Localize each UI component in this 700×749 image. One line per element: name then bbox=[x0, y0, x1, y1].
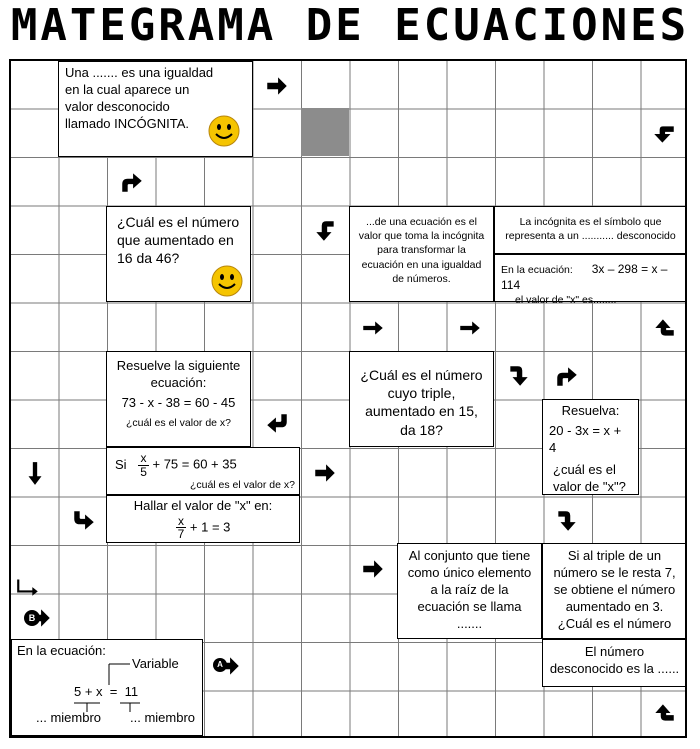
clue-text: Si bbox=[115, 456, 127, 472]
equation: 73 - x - 38 = 60 - 45 bbox=[121, 394, 236, 410]
page-title: MATEGRAMA DE ECUACIONES bbox=[10, 0, 690, 51]
turn-arrow-icon bbox=[552, 506, 582, 536]
badge-a: A bbox=[213, 658, 227, 672]
equation: 5 + x = 11 bbox=[74, 684, 139, 699]
clue-text: Hallar el valor de "x" en: bbox=[133, 498, 273, 513]
clue-triple-18 bbox=[349, 351, 494, 447]
clue-incognita-simbolo bbox=[494, 206, 687, 254]
clue-text: En la ecuación: bbox=[501, 264, 573, 276]
fraction bbox=[176, 515, 187, 541]
smiley-icon bbox=[208, 115, 240, 147]
turn-arrow-icon bbox=[310, 216, 340, 246]
clue-text: ¿cuál es el valor de x? bbox=[125, 416, 232, 429]
clue-text: Si al triple de un número se le resta 7, se obtiene el número aumentado en 3. ¿Cuál es el número bbox=[553, 548, 676, 631]
clue-x-sobre-5 bbox=[106, 447, 300, 495]
arrow-right-icon bbox=[262, 71, 292, 101]
turn-arrow-icon bbox=[649, 119, 679, 149]
fraction-denominator: 5 bbox=[140, 464, 147, 479]
clue-text: ¿Cuál es el número que aumentado en 16 da 46? bbox=[117, 214, 240, 267]
clue-resuelva-20 bbox=[542, 399, 639, 495]
turn-arrow-icon bbox=[262, 409, 292, 439]
smiley-icon bbox=[211, 265, 243, 297]
equation: 3x – 298 = x – 114 bbox=[501, 262, 668, 293]
arrow-up-icon bbox=[649, 313, 679, 343]
clue-text: La incógnita es el símbolo que representa a un ........... desconocido bbox=[505, 216, 676, 243]
turn-arrow-icon bbox=[504, 361, 534, 391]
clue-text: el valor de "x" es........ bbox=[515, 294, 617, 307]
clue-text: ¿cuál es el valor de "x"? bbox=[553, 461, 626, 494]
clue-text: ¿Cuál es el número cuyo triple, aumentado en 15, da 18? bbox=[360, 367, 483, 438]
arrow-up-icon bbox=[649, 698, 679, 728]
label-miembro-1: ... miembro bbox=[36, 710, 102, 725]
label-variable: Variable bbox=[132, 656, 179, 671]
fraction-numerator: x bbox=[138, 452, 149, 466]
fraction bbox=[138, 452, 149, 478]
fraction-denominator: 7 bbox=[177, 527, 185, 542]
clue-miembros bbox=[11, 639, 203, 736]
turn-arrow-icon bbox=[69, 506, 99, 536]
clue-text: El número desconocido es la ...... bbox=[549, 644, 680, 676]
clue-text: ...de una ecuación es el valor que toma la incógnita para transformar la ecuación en una igualdad de números. bbox=[358, 216, 485, 285]
clue-text: Resuelva: bbox=[561, 403, 620, 418]
arrow-down-icon bbox=[20, 458, 50, 488]
equation: + 1 = 3 bbox=[189, 519, 231, 535]
clue-numero-desconocido bbox=[542, 639, 687, 687]
clue-text: ¿cuál es el valor de x? bbox=[189, 478, 295, 491]
arrow-right-icon bbox=[358, 313, 388, 343]
clue-raiz bbox=[349, 206, 494, 302]
turn-arrow-icon bbox=[117, 167, 147, 197]
equation: + 75 = 60 + 35 bbox=[152, 456, 237, 472]
clue-conjunto-solucion bbox=[397, 543, 542, 639]
turn-arrow-icon bbox=[552, 361, 582, 391]
clue-text: En la ecuación: bbox=[17, 643, 106, 658]
small-arrow-icon bbox=[13, 571, 43, 601]
clue-triple-resta-7 bbox=[542, 543, 687, 639]
crossword-board bbox=[9, 59, 687, 738]
clue-ecuacion-3x bbox=[494, 254, 687, 307]
label-miembro-2: ... miembro bbox=[130, 710, 196, 725]
badge-b: B bbox=[24, 610, 40, 626]
arrow-right-icon bbox=[310, 458, 340, 488]
clue-x-sobre-7 bbox=[106, 495, 300, 543]
equation: 20 - 3x = x + 4 bbox=[549, 422, 622, 455]
fraction-numerator: x bbox=[176, 515, 187, 529]
clue-text: Una ....... es una igualdad en la cual aparece un valor desconocido llamado INCÓGNITA. bbox=[65, 65, 214, 131]
clue-resuelve-73 bbox=[106, 351, 251, 447]
shaded-cell bbox=[301, 108, 349, 156]
bracket-lines bbox=[12, 640, 204, 737]
arrow-right-icon bbox=[358, 554, 388, 584]
clue-text: Al conjunto que tiene como único elemento a la raíz de la ecuación se llama ....... bbox=[407, 548, 532, 631]
clue-text: Resuelve la siguiente ecuación: bbox=[116, 358, 241, 390]
arrow-right-icon bbox=[455, 313, 485, 343]
